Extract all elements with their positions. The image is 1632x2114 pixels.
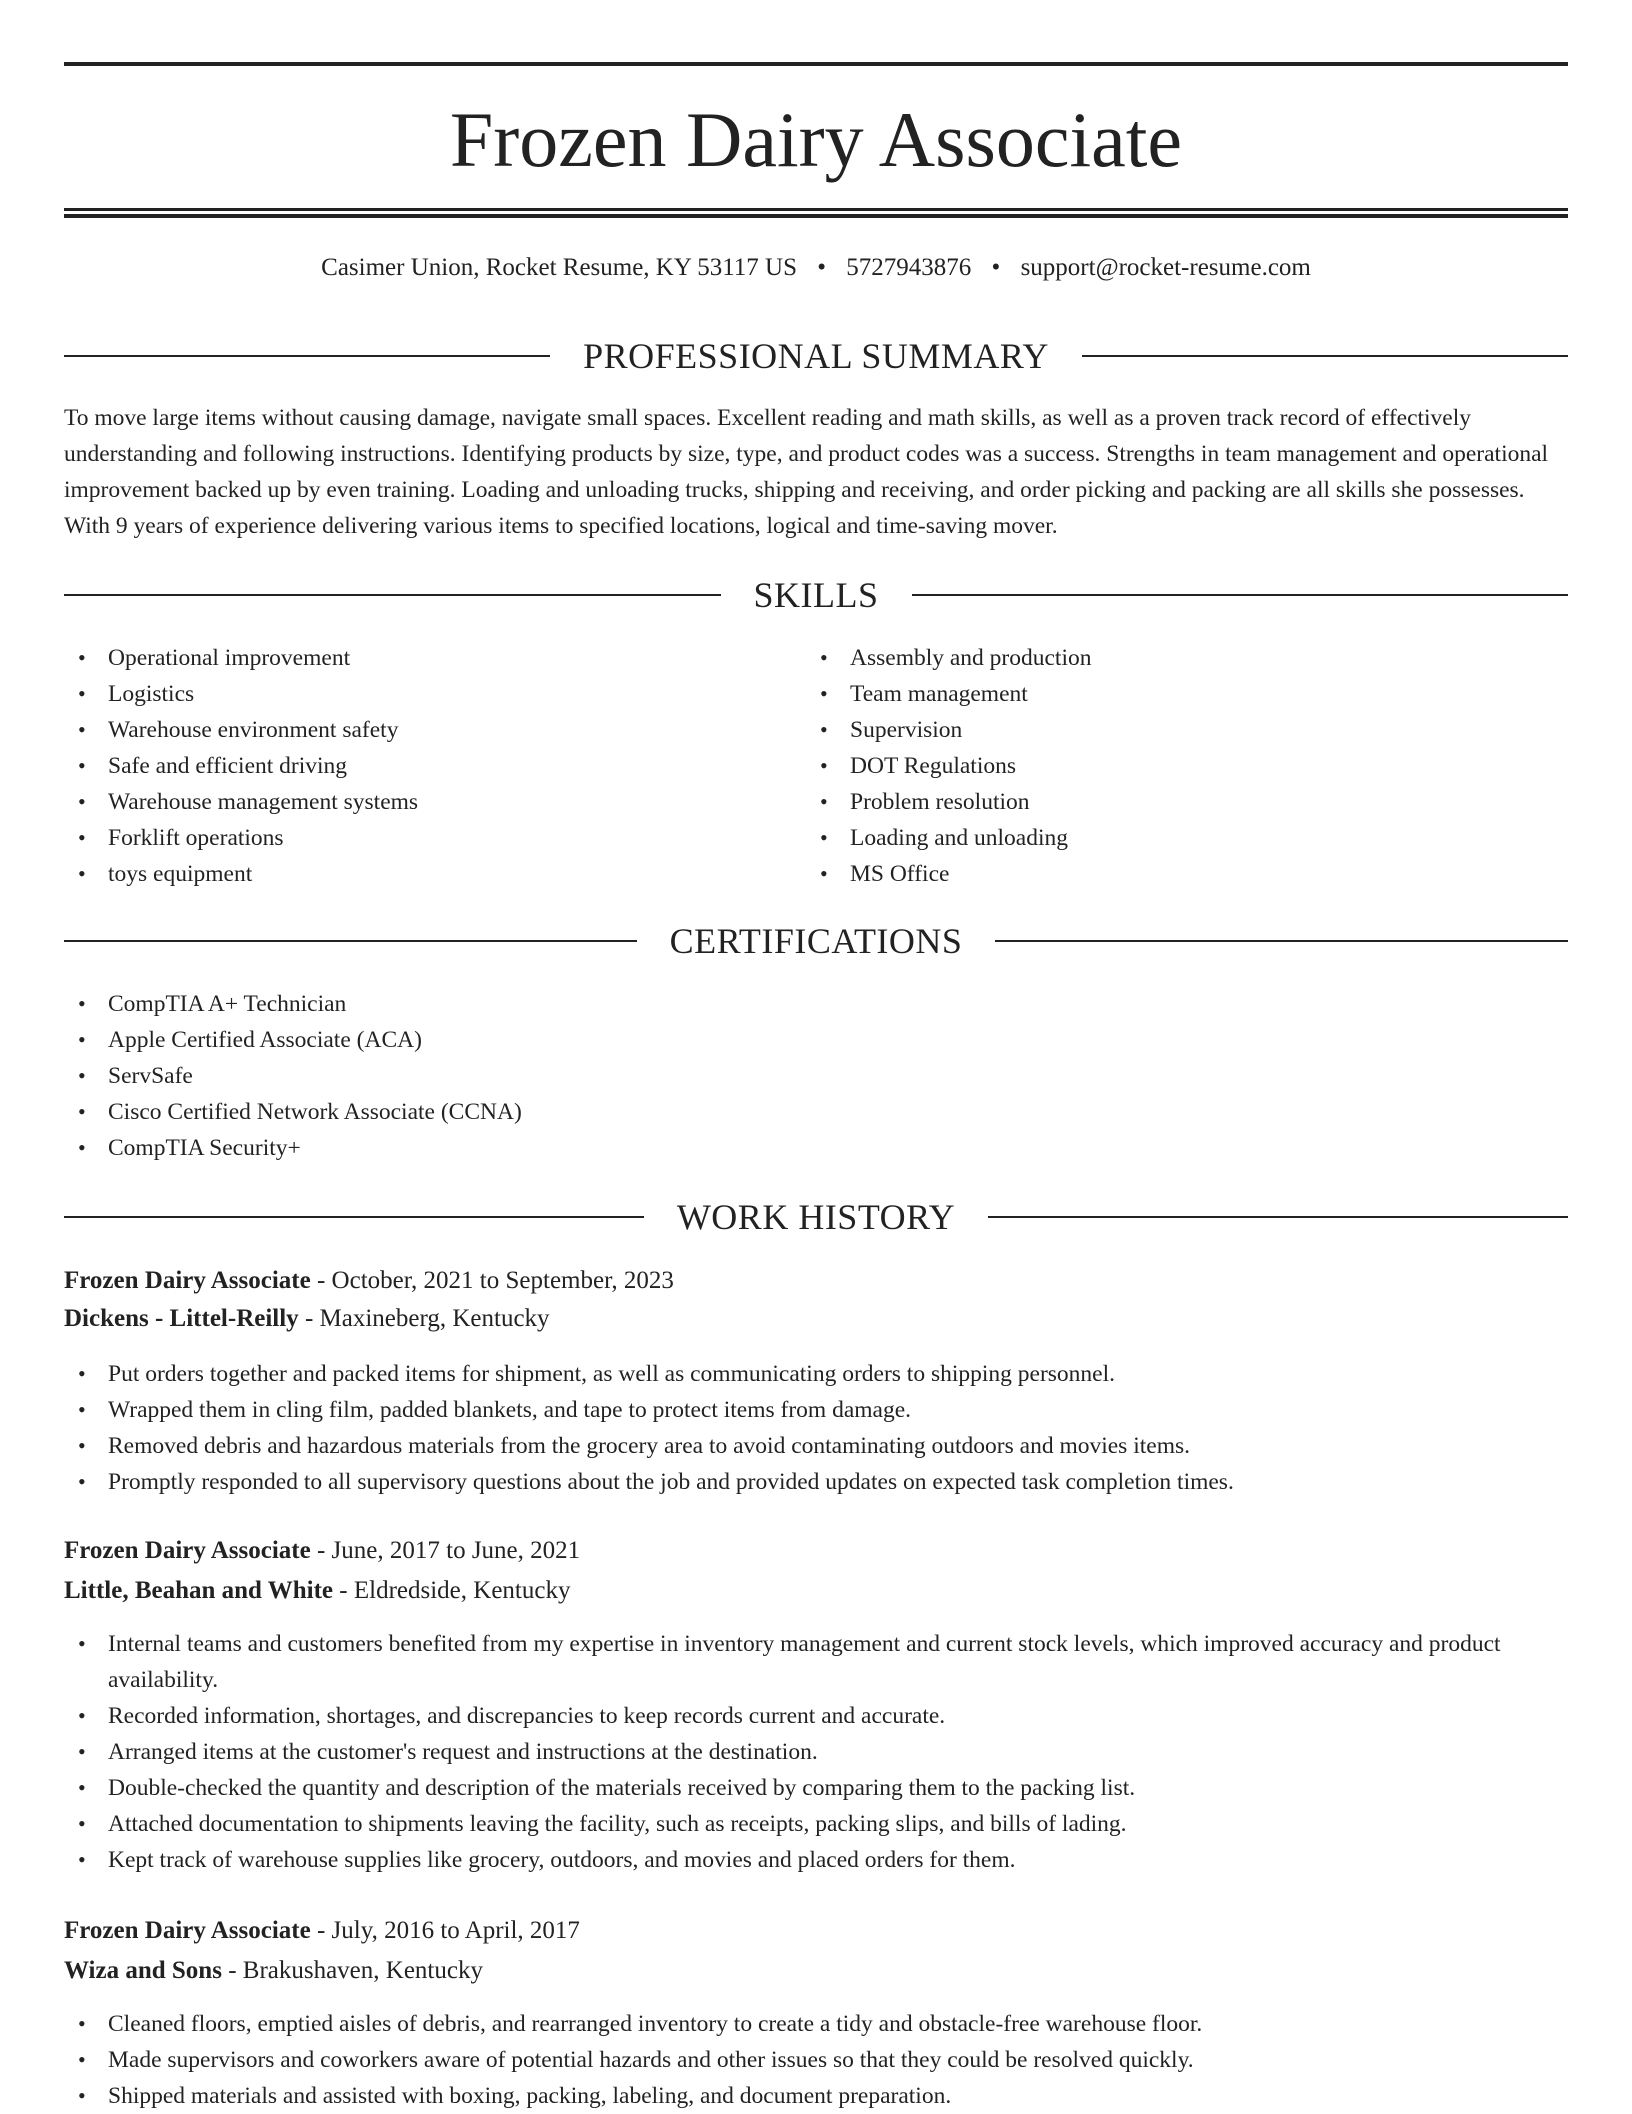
certification-item: • Apple Certified Associate (ACA) xyxy=(64,1022,964,1058)
job-title: Frozen Dairy Associate xyxy=(64,1267,311,1294)
contact-phone: 5727943876 xyxy=(846,254,972,281)
job-duties-list xyxy=(64,1626,1568,1878)
skill-item: • Safe and efficient driving xyxy=(64,748,764,784)
skill-item: • Team management xyxy=(806,676,1506,712)
skill-item: • Loading and unloading xyxy=(806,820,1506,856)
skills-heading xyxy=(64,573,1568,617)
skills-list-right xyxy=(806,640,1506,892)
job-location: - Brakushaven, Kentucky xyxy=(221,1957,483,1984)
contact-separator: • xyxy=(817,254,827,281)
heading-rule xyxy=(64,355,550,357)
job-dates: - July, 2016 to April, 2017 xyxy=(310,1917,580,1944)
top-rule xyxy=(64,62,1568,66)
job-company-line xyxy=(64,1300,1568,1338)
job-company-line xyxy=(64,1952,1568,1990)
certifications-heading xyxy=(64,919,1568,963)
job-duty: • Arranged items at the customer's request and instructions at the destination. xyxy=(64,1734,1568,1770)
job-company-line xyxy=(64,1572,1568,1610)
summary-heading-label: PROFESSIONAL SUMMARY xyxy=(583,336,1049,376)
heading-rule xyxy=(64,940,637,942)
contact-email: support@rocket-resume.com xyxy=(1020,254,1311,281)
skill-item: • Warehouse environment safety xyxy=(64,712,764,748)
skills-heading-label: SKILLS xyxy=(753,575,879,615)
skill-item: • Logistics xyxy=(64,676,764,712)
work-history-heading xyxy=(64,1195,1568,1239)
job-duty: • Promptly responded to all supervisory questions about the job and provided updates on expected task completion times. xyxy=(64,1464,1568,1500)
certification-item: • CompTIA A+ Technician xyxy=(64,986,964,1022)
job-duty: • Made supervisors and coworkers aware of potential hazards and other issues so that they could be resolved quickly. xyxy=(64,2042,1568,2078)
skill-item: • MS Office xyxy=(806,856,1506,892)
job-company: Dickens - Littel-Reilly xyxy=(64,1305,299,1332)
job-dates: - June, 2017 to June, 2021 xyxy=(310,1537,581,1564)
skill-item: • Operational improvement xyxy=(64,640,764,676)
certifications-heading-label: CERTIFICATIONS xyxy=(669,921,963,961)
skills-list-left xyxy=(64,640,764,892)
skill-item: • Warehouse management systems xyxy=(64,784,764,820)
job-duty: • Kept track of warehouse supplies like grocery, outdoors, and movies and placed orders for them. xyxy=(64,1842,1568,1878)
certification-item: • Cisco Certified Network Associate (CCNA) xyxy=(64,1094,964,1130)
heading-rule xyxy=(1082,355,1568,357)
job-duty: • Internal teams and customers benefited from my expertise in inventory management and current stock levels, which improved accuracy and product availability. xyxy=(64,1626,1568,1698)
skill-item: • Forklift operations xyxy=(64,820,764,856)
job-duty: • Removed debris and hazardous materials from the grocery area to avoid contaminating outdoors and movies items. xyxy=(64,1428,1568,1464)
job-duty: • Attached documentation to shipments leaving the facility, such as receipts, packing slips, and bills of lading. xyxy=(64,1806,1568,1842)
job-location: - Eldredside, Kentucky xyxy=(333,1577,571,1604)
job-duty: • Recorded information, shortages, and discrepancies to keep records current and accurate. xyxy=(64,1698,1568,1734)
job-title-line xyxy=(64,1912,1568,1950)
job-dates: - October, 2021 to September, 2023 xyxy=(310,1267,674,1294)
job-duty: • Put orders together and packed items for shipment, as well as communicating orders to shipping personnel. xyxy=(64,1356,1568,1392)
heading-rule xyxy=(912,594,1569,596)
heading-rule xyxy=(995,940,1568,942)
skill-item: • Assembly and production xyxy=(806,640,1506,676)
skill-item: • DOT Regulations xyxy=(806,748,1506,784)
job-duties-list xyxy=(64,2006,1568,2114)
skill-item: • Supervision xyxy=(806,712,1506,748)
resume-title: Frozen Dairy Associate xyxy=(449,96,1183,183)
job-duties-list xyxy=(64,1356,1568,1500)
work-history-heading-label: WORK HISTORY xyxy=(676,1197,956,1237)
job-company: Little, Beahan and White xyxy=(64,1577,334,1604)
certification-item: • CompTIA Security+ xyxy=(64,1130,964,1166)
contact-address: Casimer Union, Rocket Resume, KY 53117 US xyxy=(321,254,798,281)
heading-rule xyxy=(988,1216,1568,1218)
skill-item: • Problem resolution xyxy=(806,784,1506,820)
heading-rule xyxy=(64,594,721,596)
job-title-line xyxy=(64,1532,1568,1570)
job-duty: • Shipped materials and assisted with boxing, packing, labeling, and document preparation. xyxy=(64,2078,1568,2114)
job-company: Wiza and Sons xyxy=(64,1957,222,1984)
double-rule xyxy=(64,208,1568,218)
job-title-line xyxy=(64,1262,1568,1300)
job-location: - Maxineberg, Kentucky xyxy=(298,1305,550,1332)
contact-separator: • xyxy=(991,254,1001,281)
summary-heading xyxy=(64,334,1568,378)
contact-line xyxy=(64,252,1568,284)
job-title: Frozen Dairy Associate xyxy=(64,1917,311,1944)
certification-item: • ServSafe xyxy=(64,1058,964,1094)
job-duty: • Wrapped them in cling film, padded blankets, and tape to protect items from damage. xyxy=(64,1392,1568,1428)
certifications-list xyxy=(64,986,964,1166)
job-duty: • Double-checked the quantity and description of the materials received by comparing them to the packing list. xyxy=(64,1770,1568,1806)
heading-rule xyxy=(64,1216,644,1218)
job-title: Frozen Dairy Associate xyxy=(64,1537,311,1564)
summary-text: To move large items without causing damage, navigate small spaces. Excellent reading and math skills, as well as a proven track record of effectively understanding and following instructions. Identifying products by size, type, and product codes was a success. Strengths in team management and operational improvement backed up by even training. Loading and unloading trucks, shipping and receiving, and order picking and packing are all skills she possesses. With 9 years of experience delivering various items to specified locations, logical and time-saving mover. xyxy=(64,405,1549,539)
job-duty: • Cleaned floors, emptied aisles of debris, and rearranged inventory to create a tidy and obstacle-free warehouse floor. xyxy=(64,2006,1568,2042)
skill-item: • toys equipment xyxy=(64,856,764,892)
